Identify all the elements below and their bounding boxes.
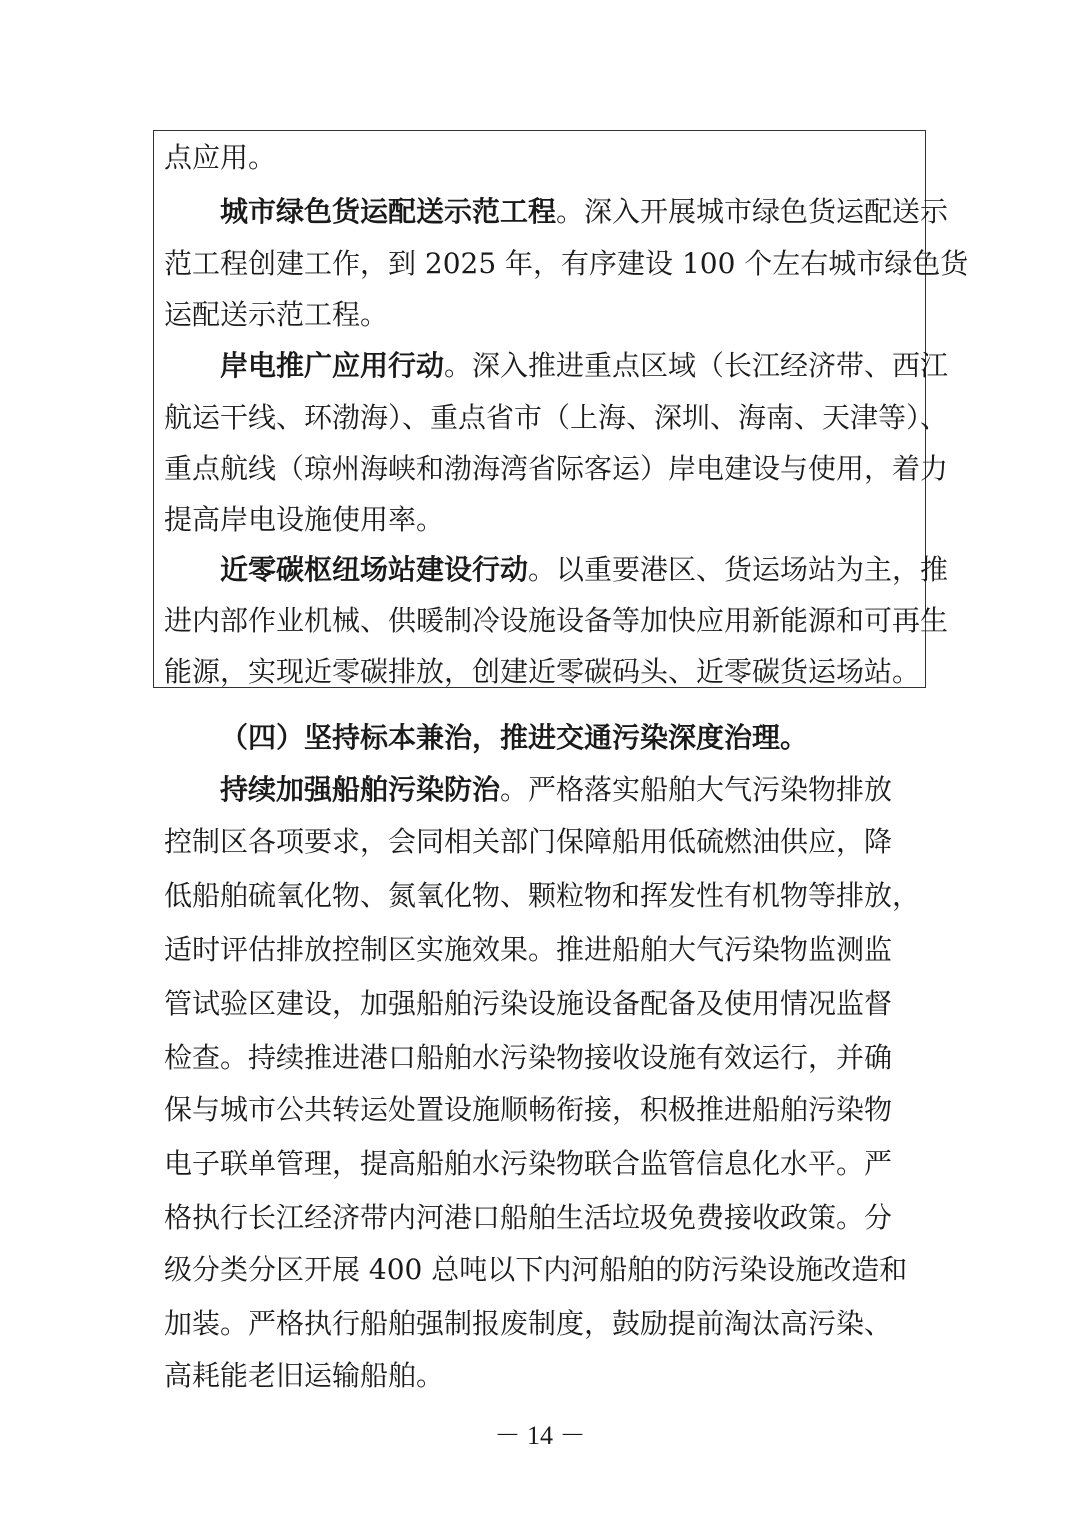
paragraph-heading: 持续加强船舶污染防治 [220, 773, 501, 806]
box-line: 提高岸电设施使用率。 [164, 503, 445, 536]
box-paragraph-heading-line: 近零碳枢纽场站建设行动。以重要港区、货运场站为主，推 [220, 553, 949, 586]
body-line: 适时评估排放控制区实施效果。推进船舶大气污染物监测监 [164, 933, 893, 966]
body-line: 高耗能老旧运输船舶。 [164, 1359, 445, 1392]
paragraph-heading: 近零碳枢纽场站建设行动 [220, 553, 529, 586]
box-line: 点应用。 [164, 141, 277, 174]
box-paragraph-heading-line: 城市绿色货运配送示范工程。深入开展城市绿色货运配送示 [220, 195, 949, 228]
box-line: 进内部作业机械、供暖制冷设施设备等加快应用新能源和可再生 [164, 604, 949, 637]
body-line: 格执行长江经济带内河港口船舶生活垃圾免费接收政策。分 [164, 1201, 893, 1234]
page-number: － 14 － [494, 1421, 586, 1450]
body-line: 控制区各项要求，会同相关部门保障船用低硫燃油供应，降 [164, 825, 893, 858]
paragraph-heading: 城市绿色货运配送示范工程 [220, 195, 557, 228]
body-line: 电子联单管理，提高船舶水污染物联合监管信息化水平。严 [164, 1147, 893, 1180]
body-paragraph-heading-line: 持续加强船舶污染防治。严格落实船舶大气污染物排放 [220, 773, 893, 806]
body-line: 保与城市公共转运处置设施顺畅衔接，积极推进船舶污染物 [164, 1093, 893, 1126]
box-line: 运配送示范工程。 [164, 298, 389, 331]
body-line: 低船舶硫氧化物、氮氧化物、颗粒物和挥发性有机物等排放， [164, 879, 921, 912]
body-line: 管试验区建设，加强船舶污染设施设备配备及使用情况监督 [164, 987, 893, 1020]
box-line: 范工程创建工作，到 2025 年，有序建设 100 个左右城市绿色货 [164, 247, 969, 280]
paragraph-heading: 岸电推广应用行动 [220, 349, 445, 382]
body-line: 检查。持续推进港口船舶水污染物接收设施有效运行，并确 [164, 1041, 893, 1074]
box-line: 重点航线（琼州海峡和渤海湾省际客运）岸电建设与使用，着力 [164, 452, 949, 485]
body-line: 级分类分区开展 400 总吨以下内河船舶的防污染设施改造和 [164, 1253, 908, 1286]
box-paragraph-heading-line: 岸电推广应用行动。深入推进重点区域（长江经济带、西江 [220, 349, 949, 382]
body-line: 加装。严格执行船舶强制报废制度，鼓励提前淘汰高污染、 [164, 1307, 893, 1340]
section-heading: （四）坚持标本兼治，推进交通污染深度治理。 [220, 721, 809, 754]
box-line: 能源，实现近零碳排放，创建近零碳码头、近零碳货运场站。 [164, 655, 921, 688]
box-line: 航运干线、环渤海）、重点省市（上海、深圳、海南、天津等）、 [164, 401, 949, 434]
